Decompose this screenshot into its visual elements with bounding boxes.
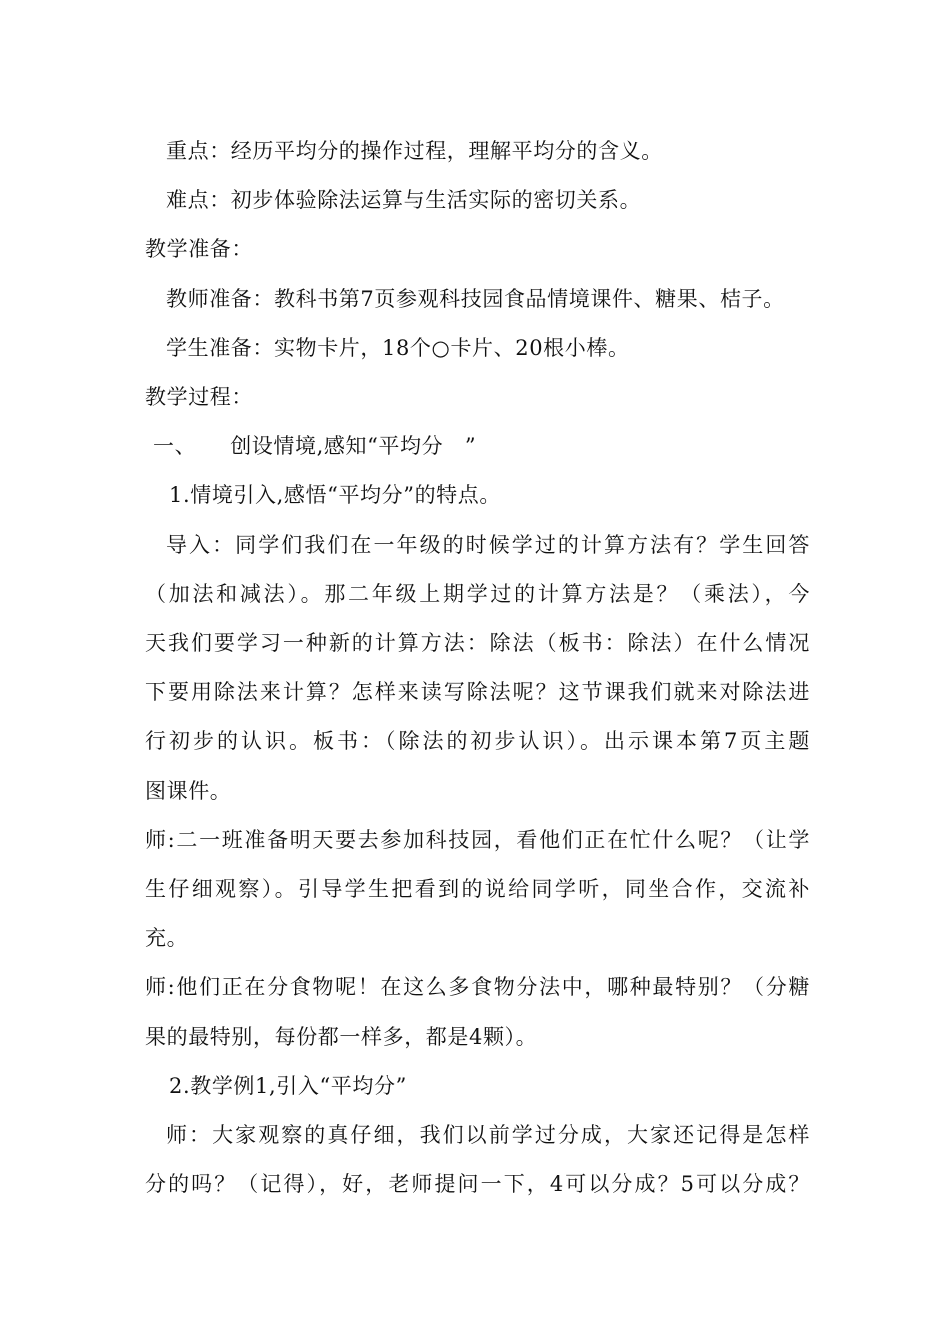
paragraph-line: 导入：同学们我们在一年级的时候学过的计算方法有？学生回答	[166, 532, 810, 557]
teacher-preparation-line: 教师准备：教科书第7页参观科技园食品情境课件、糖果、桔子。	[166, 286, 785, 311]
paragraph-line: 行初步的认识。板书：（除法的初步认识）。出示课本第7页主题	[145, 729, 810, 754]
paragraph-line: 下要用除法来计算？怎样来读写除法呢？这节课我们就来对除法进	[145, 680, 810, 705]
paragraph-line: 分的吗？（记得），好，老师提问一下，4可以分成？5可以分成？	[145, 1172, 810, 1197]
paragraph-line: 师：大家观察的真仔细，我们以前学过分成，大家还记得是怎样	[166, 1123, 810, 1148]
section-heading-preparation: 教学准备：	[145, 237, 253, 262]
item-heading-1: 1.情境引入,感悟“平均分”的特点。	[169, 483, 501, 508]
difficulty-line: 难点：初步体验除法运算与生活实际的密切关系。	[166, 188, 642, 213]
student-preparation-line: 学生准备：实物卡片，18个○卡片、20根小棒。	[166, 335, 630, 360]
subsection-heading-1	[145, 422, 810, 471]
paragraph-line: 图课件。	[145, 778, 232, 803]
paragraph-line: （加法和减法）。那二年级上期学过的计算方法是？（乘法），今	[145, 581, 810, 606]
key-point-line: 重点：经历平均分的操作过程，理解平均分的含义。	[166, 139, 663, 163]
item-heading-2: 2.教学例1,引入“平均分”	[169, 1073, 407, 1098]
paragraph-line: 果的最特别，每份都一样多，都是4颗）。	[145, 1024, 538, 1049]
paragraph-line: 师:二一班准备明天要去参加科技园，看他们正在忙什么呢？（让学	[145, 827, 810, 852]
paragraph-line: 生仔细观察）。引导学生把看到的说给同学听，同坐合作，交流补	[145, 877, 810, 902]
paragraph-line: 充。	[145, 926, 189, 951]
paragraph-line: 天我们要学习一种新的计算方法：除法（板书：除法）在什么情况	[145, 631, 810, 656]
paragraph-line: 师:他们正在分食物呢！在这么多食物分法中，哪种最特别？（分糖	[145, 975, 810, 1000]
subsection-number: 一、	[153, 434, 197, 459]
document-body	[145, 127, 810, 1209]
section-heading-process: 教学过程：	[145, 385, 253, 410]
subsection-title: 创设情境,感知“平均分 ”	[230, 434, 477, 459]
